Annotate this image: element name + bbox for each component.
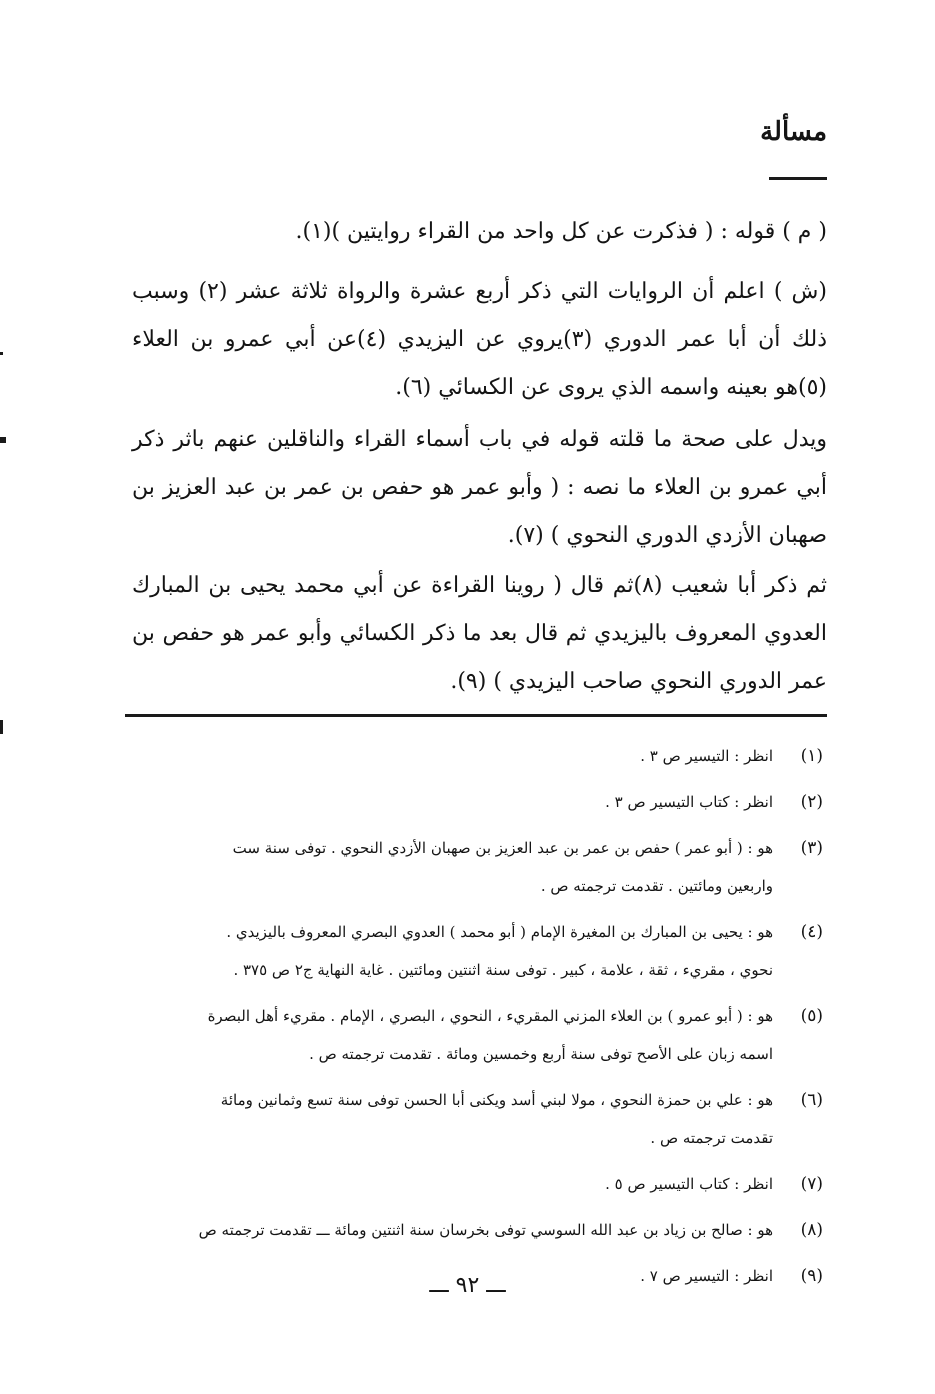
page-number: ـــ ٩٢ ـــ — [429, 1273, 506, 1298]
paragraph-matn: ( م ) قوله : ( فذكرت عن كل واحد من القراء روايتين )(١). — [295, 219, 827, 244]
paragraph-abu-shuayb: ثم ذكر أبا شعيب (٨)ثم قال ( روينا القراءة عن أبي محمد يحيى بن المبارك العدوي المعروف باليزيدي ثم قال بعد ما ذكر الكسائي وأبو عمر هو حفص بن عمر الدوري النحوي صاحب اليزيدي ) (٩). — [132, 573, 827, 694]
footnote-text — [128, 1165, 773, 1203]
footnote-line: تقدمت ترجمته ص . — [650, 1129, 773, 1147]
footnote-item — [128, 829, 823, 905]
footnote-text — [128, 783, 773, 821]
footnote-number: (٨) — [800, 1220, 823, 1240]
paragraph-evidence: ويدل على صحة ما قلته قوله في باب أسماء القراء والناقلين عنهم باثر ذكر أبي عمرو بن العلاء ما نصه : ( وأبو عمر هو حفص بن عمر بن عبد العزيز بن صهبان الأزدي الدوري النحوي ) (٧). — [132, 427, 827, 548]
section-heading: مسألة — [760, 117, 827, 147]
footnote-line: انظر : التيسير ص ٣ . — [640, 747, 773, 765]
footnote-item — [128, 1081, 823, 1157]
footnote-number: (٥) — [800, 1006, 823, 1026]
footnote-item — [128, 997, 823, 1073]
footnote-item — [128, 737, 823, 775]
footnote-number: (٦) — [800, 1090, 823, 1110]
footnote-text — [128, 829, 773, 905]
footnote-line: هو : ( أبو عمر ) حفص بن عمر بن عبد العزيز بن صهبان الأزدي النحوي . توفى سنة ست — [232, 839, 773, 857]
footnote-text — [128, 1081, 773, 1157]
footnote-number: (١) — [800, 746, 823, 766]
footnotes-list — [128, 737, 823, 1303]
footnote-item — [128, 783, 823, 821]
footnote-text — [128, 997, 773, 1073]
footnote-number: (٢) — [800, 792, 823, 812]
footnote-item — [128, 913, 823, 989]
scan-edge-mark — [0, 720, 3, 734]
footnote-line: انظر : كتاب التيسير ص ٥ . — [605, 1175, 773, 1193]
footnote-line: نحوي ، مقريء ، ثقة ، علامة ، كبير . توفى سنة اثنتين ومائتين . غاية النهاية ج٢ ص ٣٧٥ . — [233, 961, 773, 979]
footnote-line: هو : صالح بن زياد بن عبد الله السوسي توفى بخرسان سنة اثنتين ومائة ـــ تقدمت ترجمته ص — [198, 1221, 773, 1239]
footnote-separator — [125, 714, 827, 717]
footnote-line: انظر : التيسير ص ٧ . — [640, 1267, 773, 1285]
footnote-number: (٤) — [800, 922, 823, 942]
footnote-text — [128, 737, 773, 775]
footnote-item — [128, 1165, 823, 1203]
footnote-line: انظر : كتاب التيسير ص ٣ . — [605, 793, 773, 811]
footnote-number: (٩) — [800, 1266, 823, 1286]
footnote-line: هو : علي بن حمزة النحوي ، مولا لبني أسد ويكنى أبا الحسن توفى سنة تسع وثمانين ومائة — [220, 1091, 773, 1109]
footnote-line: هو : ( أبو عمرو ) بن العلاء المزني المقريء ، النحوي ، البصري ، الإمام . مقريء أهل البصرة — [207, 1007, 773, 1025]
footnote-line: اسمه زبان على الأصح توفى سنة أربع وخمسين ومائة . تقدمت ترجمته ص . — [309, 1045, 773, 1063]
footnote-text — [128, 1211, 773, 1249]
footnote-number: (٣) — [800, 838, 823, 858]
footnote-number: (٧) — [800, 1174, 823, 1194]
footnote-line: واربعين ومائتين . تقدمت ترجمته ص . — [540, 877, 773, 895]
heading-underline — [769, 177, 827, 180]
paragraph-sharh: (ش ) اعلم أن الروايات التي ذكر أربع عشرة والرواة ثلاثة عشر (٢) وسبب ذلك أن أبا عمر الدوري (٣)يروي عن اليزيدي (٤)عن أبي عمرو بن العلاء (٥)هو بعينه واسمه الذي يروى عن الكسائي (٦). — [132, 279, 827, 400]
scan-edge-mark — [0, 437, 6, 443]
footnote-line: هو : يحيى بن المبارك بن المغيرة الإمام ( أبو محمد ) العدوي البصري المعروف باليزيدي . — [226, 923, 773, 941]
scan-edge-mark — [0, 352, 3, 355]
footnote-text — [128, 913, 773, 989]
footnote-item — [128, 1211, 823, 1249]
